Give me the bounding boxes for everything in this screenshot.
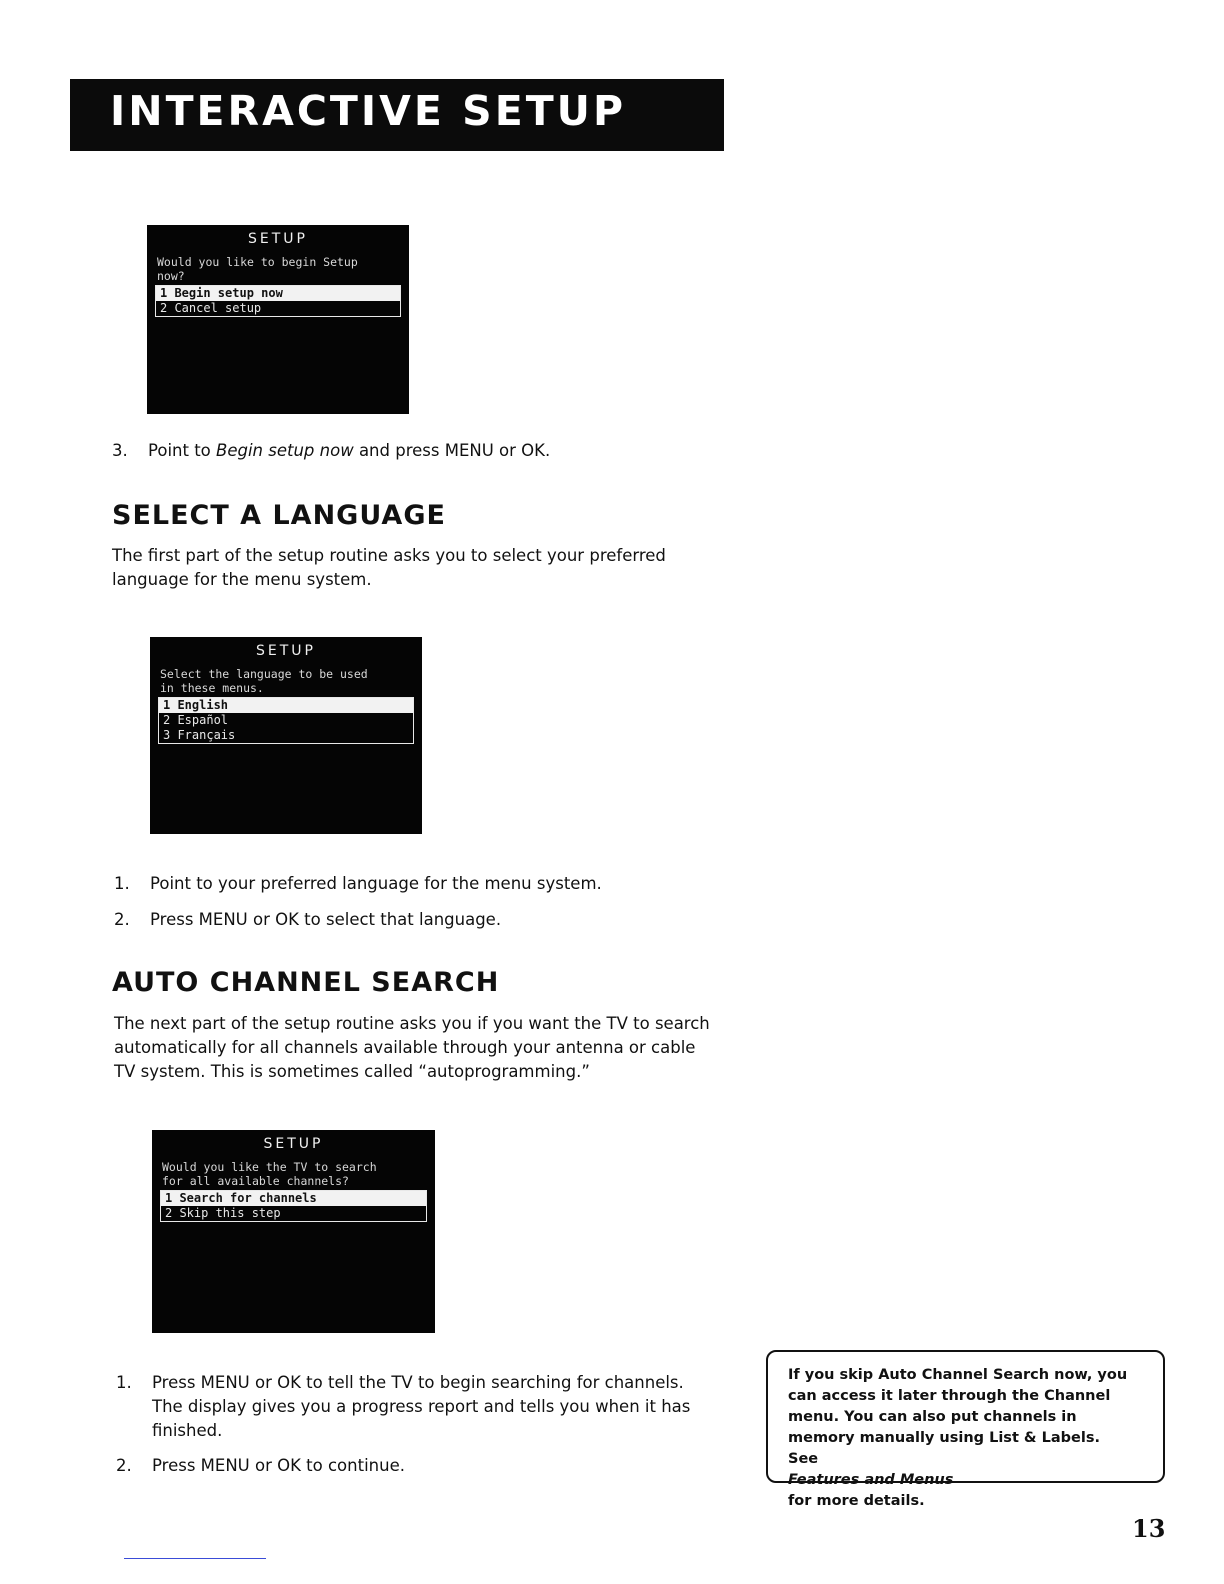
- screen-title: SETUP: [248, 231, 308, 247]
- screen-prompt: Would you like to begin Setup now?: [157, 255, 358, 283]
- language-intro: [112, 544, 666, 592]
- menu-option-begin-setup: 1 Begin setup now: [156, 286, 400, 301]
- step-number: 1.: [116, 1373, 132, 1392]
- step-text: Point to your preferred language for the menu system.: [150, 874, 602, 893]
- heading-auto-channel-search: AUTO CHANNEL SEARCH: [112, 967, 500, 998]
- instruction-step: [112, 439, 712, 463]
- instruction-step: [114, 872, 714, 896]
- emphasis-text: Begin setup now: [216, 441, 354, 460]
- tip-note-text: [788, 1365, 1127, 1512]
- page-number: 13: [1132, 1514, 1166, 1543]
- step-text: Press MENU or OK to select that language.: [150, 910, 502, 929]
- bottom-rule: [124, 1558, 266, 1559]
- instruction-step: [116, 1371, 736, 1443]
- setup-screen-language: [150, 637, 422, 834]
- note-line: See Features and Menus for more details.: [788, 1451, 954, 1509]
- paragraph-line: The next part of the setup routine asks you if you want the TV to search: [114, 1014, 710, 1033]
- step-line: finished.: [152, 1421, 223, 1440]
- menu-option-skip-step: 2 Skip this step: [165, 1206, 281, 1220]
- note-line: menu. You can also put channels in: [788, 1409, 1077, 1425]
- screen-title: SETUP: [263, 1136, 324, 1152]
- language-menu: [158, 697, 414, 744]
- instruction-step: [114, 908, 714, 932]
- setup-screen-channel-search: [152, 1130, 435, 1333]
- channel-intro: [114, 1012, 710, 1084]
- step-line: The display gives you a progress report and tells you when it has: [152, 1397, 691, 1416]
- section-banner: [70, 79, 724, 151]
- step-number: 1.: [114, 874, 130, 893]
- screen-prompt: Would you like the TV to search for all available channels?: [162, 1160, 377, 1188]
- paragraph-line: automatically for all channels available through your antenna or cable: [114, 1038, 696, 1057]
- section-title: INTERACTIVE SETUP: [110, 87, 627, 135]
- step-text: [152, 1371, 690, 1443]
- note-line: If you skip Auto Channel Search now, you: [788, 1367, 1128, 1383]
- instruction-step: [116, 1454, 736, 1478]
- note-line: can access it later through the Channel: [788, 1388, 1111, 1404]
- step-text: Point to Begin setup now and press MENU or OK.: [148, 441, 551, 460]
- paragraph-line: TV system. This is sometimes called “autoprogramming.”: [114, 1062, 590, 1081]
- paragraph-line: The first part of the setup routine asks you to select your preferred: [112, 546, 666, 565]
- menu-option-cancel-setup: 2 Cancel setup: [160, 301, 262, 315]
- menu-option-espanol: 2 Español: [163, 713, 229, 727]
- step-number: 2.: [116, 1456, 132, 1475]
- menu-option-francais: 3 Français: [163, 728, 236, 742]
- step-text: Press MENU or OK to continue.: [152, 1456, 405, 1475]
- tip-note-box: [766, 1350, 1165, 1509]
- step-number: 2.: [114, 910, 130, 929]
- emphasis-text: Features and Menus: [788, 1472, 954, 1488]
- screen-title: SETUP: [256, 643, 316, 659]
- step-line: Press MENU or OK to tell the TV to begin searching for channels.: [152, 1373, 684, 1392]
- menu-option-english: 1 English: [159, 698, 413, 713]
- channel-search-menu: [160, 1190, 427, 1222]
- paragraph-line: language for the menu system.: [112, 570, 372, 589]
- menu-option-search-channels: 1 Search for channels: [161, 1191, 426, 1206]
- note-line: memory manually using List & Labels.: [788, 1430, 1100, 1446]
- heading-select-language: SELECT A LANGUAGE: [112, 500, 446, 531]
- setup-menu: [155, 285, 401, 317]
- step-number: 3.: [112, 441, 128, 460]
- screen-prompt: Select the language to be used in these menus.: [160, 667, 368, 695]
- setup-screen-begin: [147, 225, 409, 414]
